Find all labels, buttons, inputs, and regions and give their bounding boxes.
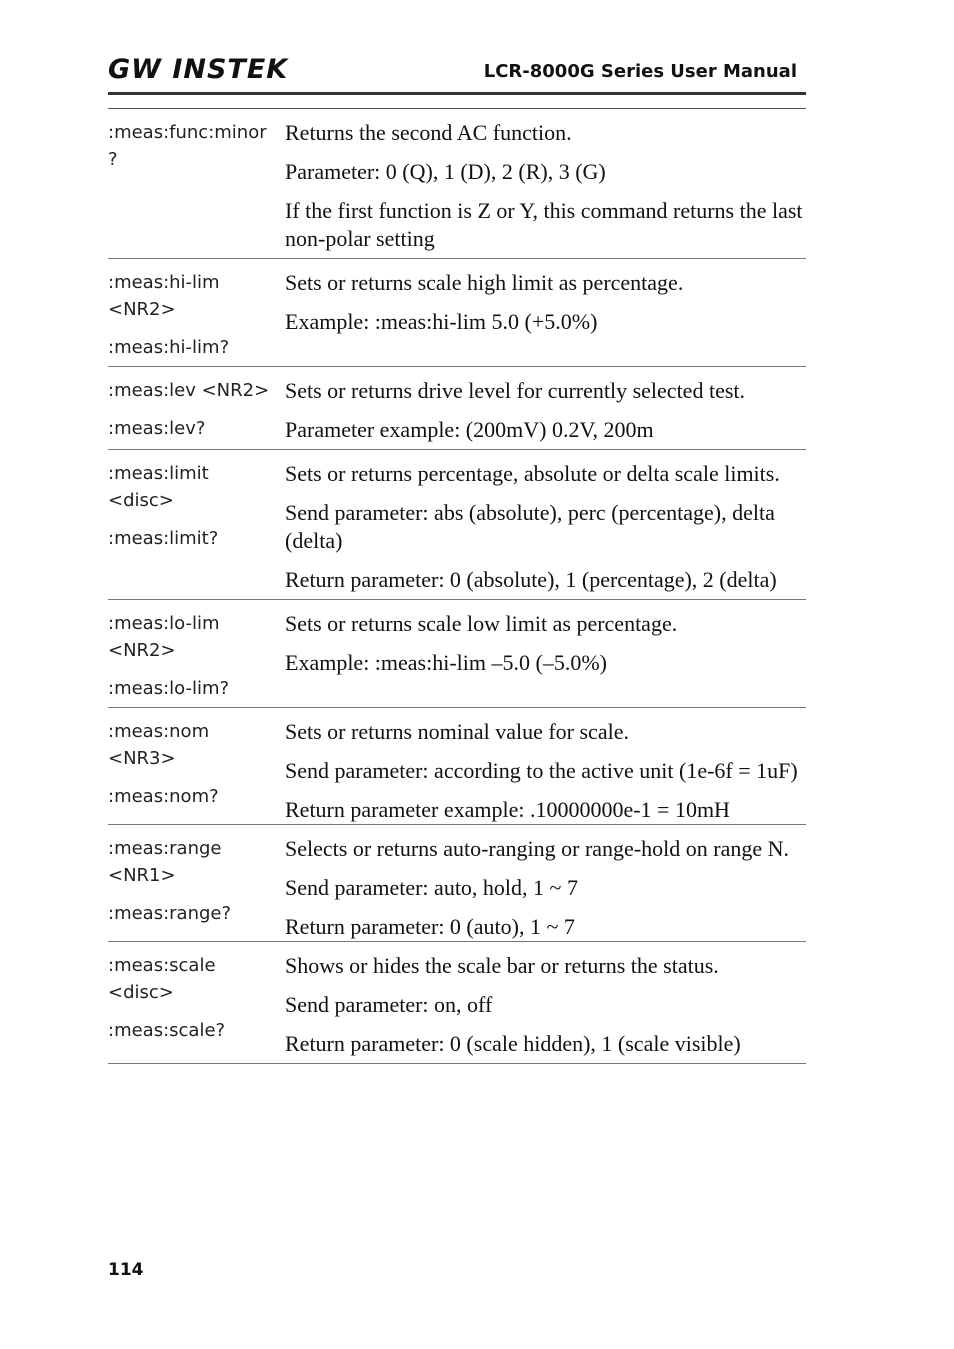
- description-text: Send parameter: on, off: [285, 992, 493, 1017]
- command-row: [108, 942, 806, 1064]
- description-cell: [285, 600, 806, 708]
- command-text: :meas:lo-lim?: [108, 678, 230, 699]
- description-text: Send parameter: abs (absolute), perc (percentage), delta (delta): [285, 500, 775, 553]
- command-cell: [108, 109, 285, 259]
- command-cell: [108, 825, 285, 942]
- description-text: Sets or returns drive level for currently selected test.: [285, 378, 746, 403]
- command-cell: [108, 450, 285, 600]
- manual-title: LCR-8000G Series User Manual: [483, 61, 797, 82]
- command-row: [108, 367, 806, 450]
- command-text: :meas:limit?: [108, 528, 219, 549]
- command-text: <NR2>: [108, 640, 176, 661]
- command-text: <NR3>: [108, 748, 176, 769]
- description-cell: [285, 109, 806, 259]
- command-text: <disc>: [108, 490, 174, 511]
- description-text: Return parameter: 0 (absolute), 1 (percentage), 2 (delta): [285, 567, 777, 592]
- description-text: Example: :meas:hi-lim –5.0 (–5.0%): [285, 650, 607, 675]
- description-text: Return parameter: 0 (scale hidden), 1 (scale visible): [285, 1031, 741, 1056]
- command-text: :meas:range: [108, 838, 222, 859]
- description-cell: [285, 708, 806, 825]
- header-rule-thick: [108, 92, 806, 95]
- description-text: Parameter example: (200mV) 0.2V, 200m: [285, 417, 654, 442]
- command-text: :meas:scale?: [108, 1020, 226, 1041]
- command-cell: [108, 600, 285, 708]
- command-text: <NR1>: [108, 865, 176, 886]
- command-table: [108, 109, 806, 1064]
- command-text: :meas:func:minor: [108, 122, 267, 143]
- description-text: Example: :meas:hi-lim 5.0 (+5.0%): [285, 309, 598, 334]
- command-text: ?: [108, 149, 118, 170]
- command-cell: [108, 708, 285, 825]
- command-text: :meas:nom?: [108, 786, 219, 807]
- command-text: :meas:nom: [108, 721, 210, 742]
- command-row: [108, 259, 806, 367]
- description-cell: [285, 259, 806, 367]
- command-text: :meas:lev <NR2>: [108, 380, 270, 401]
- command-text: :meas:limit: [108, 463, 209, 484]
- command-row: [108, 600, 806, 708]
- description-cell: [285, 825, 806, 942]
- description-text: Sets or returns percentage, absolute or delta scale limits.: [285, 461, 780, 486]
- description-text: Sets or returns scale low limit as percentage.: [285, 611, 678, 636]
- command-row: [108, 708, 806, 825]
- description-text: Send parameter: according to the active unit (1e-6f = 1uF): [285, 758, 798, 783]
- command-text: :meas:lev?: [108, 418, 206, 439]
- description-text: Sets or returns scale high limit as percentage.: [285, 270, 684, 295]
- command-text: :meas:hi-lim: [108, 272, 220, 293]
- description-text: Shows or hides the scale bar or returns the status.: [285, 953, 719, 978]
- command-text: :meas:hi-lim?: [108, 337, 230, 358]
- command-row: [108, 825, 806, 942]
- description-text: Selects or returns auto-ranging or range-hold on range N.: [285, 836, 790, 861]
- description-text: Parameter: 0 (Q), 1 (D), 2 (R), 3 (G): [285, 159, 606, 184]
- page-number: 114: [108, 1260, 144, 1280]
- command-text: <NR2>: [108, 299, 176, 320]
- command-cell: [108, 367, 285, 450]
- command-row: [108, 450, 806, 600]
- description-text: Send parameter: auto, hold, 1 ~ 7: [285, 875, 578, 900]
- command-text: :meas:range?: [108, 903, 232, 924]
- command-text: :meas:scale: [108, 955, 216, 976]
- description-cell: [285, 367, 806, 450]
- description-text: Returns the second AC function.: [285, 120, 572, 145]
- command-text: :meas:lo-lim: [108, 613, 220, 634]
- command-cell: [108, 259, 285, 367]
- description-cell: [285, 942, 806, 1064]
- brand-logo: GW INSTEK: [108, 54, 289, 85]
- description-text: Return parameter example: .10000000e-1 = 10mH: [285, 797, 730, 822]
- command-row: [108, 109, 806, 259]
- description-text: Return parameter: 0 (auto), 1 ~ 7: [285, 914, 575, 939]
- description-cell: [285, 450, 806, 600]
- command-cell: [108, 942, 285, 1064]
- command-text: <disc>: [108, 982, 174, 1003]
- description-text: If the first function is Z or Y, this command returns the last non-polar setting: [285, 198, 803, 251]
- description-text: Sets or returns nominal value for scale.: [285, 719, 629, 744]
